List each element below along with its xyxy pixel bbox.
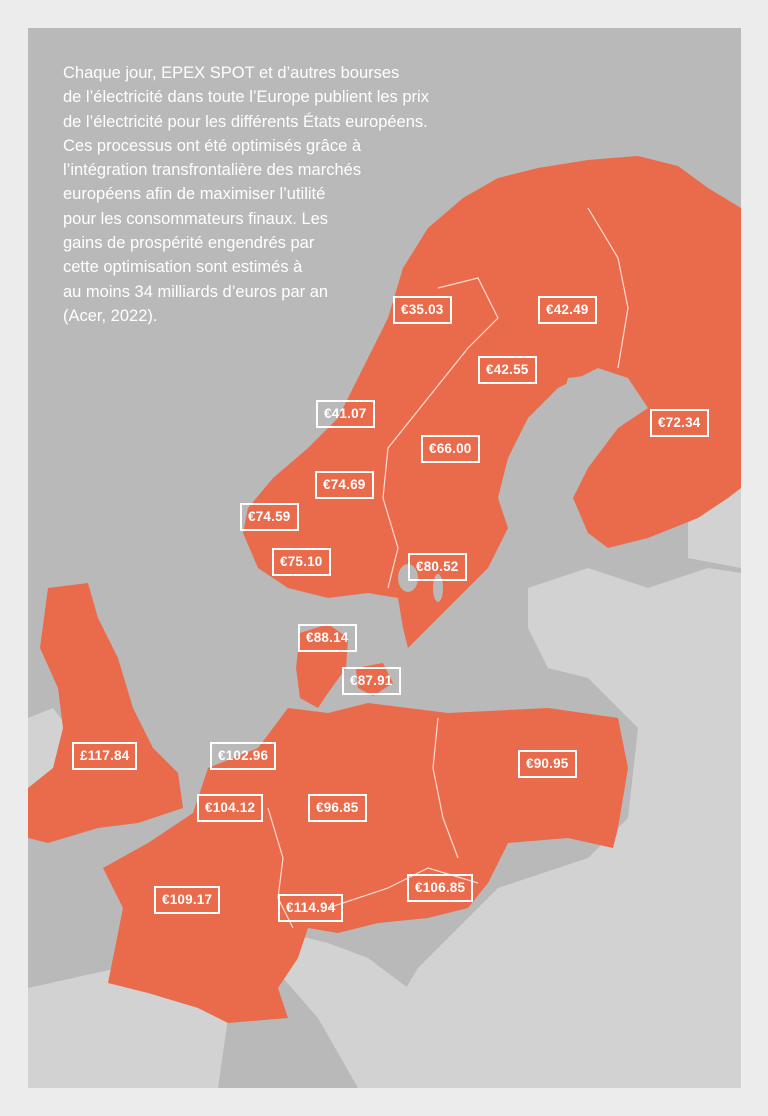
price-label-se-3: €66.00	[421, 435, 480, 463]
price-label-nl: €102.96	[210, 742, 276, 770]
price-label-fi: €72.34	[650, 409, 709, 437]
price-label-de: €96.85	[308, 794, 367, 822]
price-label-fr: €109.17	[154, 886, 220, 914]
price-label-pl: €90.95	[518, 750, 577, 778]
price-label-ch: €114.94	[278, 894, 343, 922]
map-frame	[28, 28, 741, 1088]
intro-line: cette optimisation sont estimés à	[63, 258, 303, 277]
intro-line: Ces processus ont été optimisés grâce à	[63, 136, 362, 155]
intro-line: de l’électricité dans toute l’Europe publient les prix	[63, 88, 429, 107]
intro-line: au moins 34 milliards d’euros par an	[63, 282, 329, 301]
price-label-be: €104.12	[197, 794, 263, 822]
price-label-dk-1: €88.14	[298, 624, 357, 652]
price-label-at: €106.85	[407, 874, 473, 902]
intro-line: l’intégration transfrontalière des marchés	[63, 161, 362, 180]
intro-line: Chaque jour, EPEX SPOT et d’autres bourses	[63, 64, 400, 82]
price-label-no-mid: €41.07	[316, 400, 375, 428]
price-label-no-north: €35.03	[393, 296, 452, 324]
price-label-no-west: €74.59	[240, 503, 299, 531]
price-label-dk-2: €87.91	[342, 667, 401, 695]
price-label-no-southeast: €75.10	[272, 548, 331, 576]
intro-line: européens afin de maximiser l’utilité	[63, 185, 326, 204]
intro-line: de l’électricité pour les différents États européens.	[63, 112, 428, 131]
price-label-se-2: €42.55	[478, 356, 537, 384]
price-label-se-north: €42.49	[538, 296, 597, 324]
price-label-gb: £117.84	[72, 742, 137, 770]
intro-line: pour les consommateurs finaux. Les	[63, 209, 329, 228]
intro-text	[63, 61, 523, 328]
intro-line: gains de prospérité engendrés par	[63, 234, 315, 253]
intro-line: (Acer, 2022).	[63, 306, 158, 325]
price-label-se-4: €80.52	[408, 553, 467, 581]
price-label-no-south: €74.69	[315, 471, 374, 499]
